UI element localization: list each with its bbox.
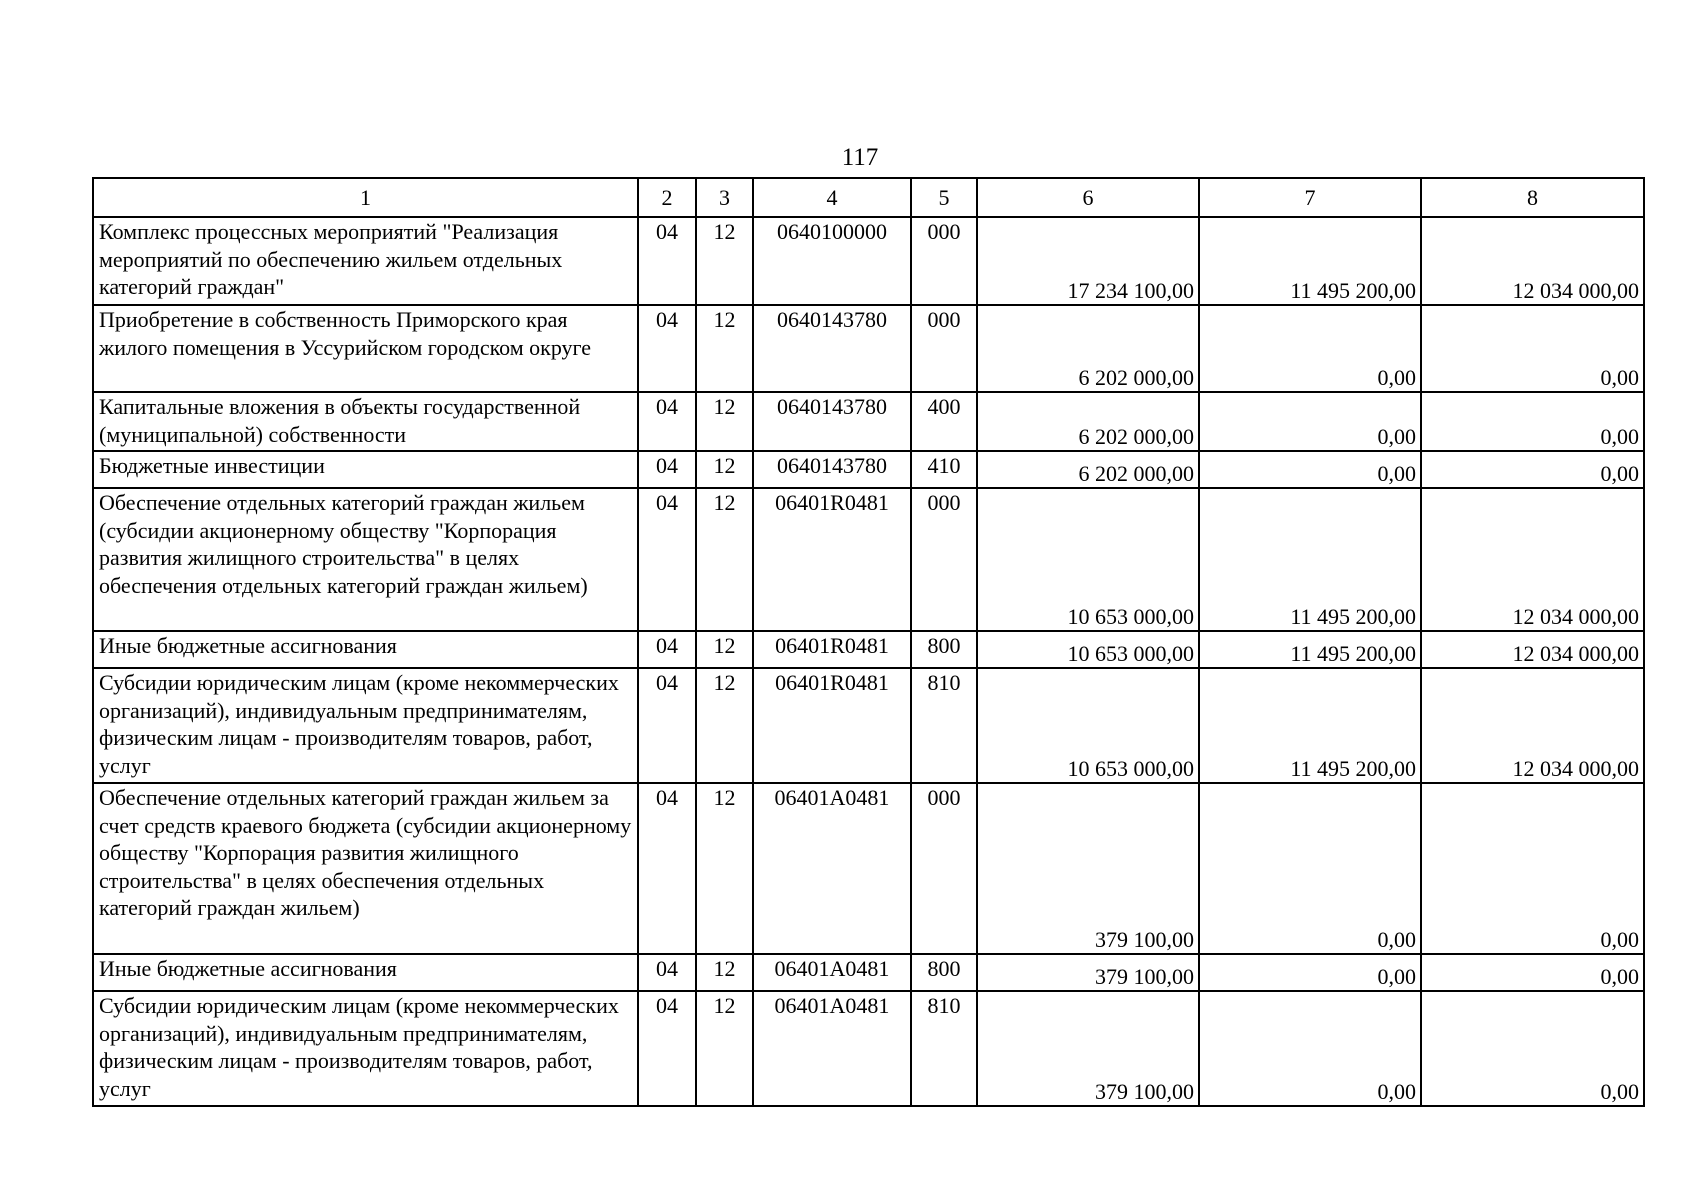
row-section-code: 04 xyxy=(638,451,696,488)
row-name: Иные бюджетные ассигнования xyxy=(93,954,638,991)
row-section-code: 04 xyxy=(638,783,696,954)
row-amount-col6: 10 653 000,00 xyxy=(977,488,1199,631)
row-amount-col6: 6 202 000,00 xyxy=(977,305,1199,392)
row-amount-col8: 12 034 000,00 xyxy=(1421,217,1644,305)
row-amount-col8: 12 034 000,00 xyxy=(1421,631,1644,668)
row-amount-col6: 6 202 000,00 xyxy=(977,392,1199,451)
row-amount-col8: 0,00 xyxy=(1421,305,1644,392)
row-amount-col8: 0,00 xyxy=(1421,783,1644,954)
row-amount-col7: 11 495 200,00 xyxy=(1199,631,1421,668)
table-row xyxy=(93,783,1644,954)
row-section-code: 04 xyxy=(638,392,696,451)
row-target-code: 0640143780 xyxy=(753,305,911,392)
row-subsection-code: 12 xyxy=(696,631,753,668)
row-expense-type-code: 000 xyxy=(911,488,977,631)
page-number: 117 xyxy=(841,144,879,171)
row-amount-col6: 379 100,00 xyxy=(977,991,1199,1106)
table-row xyxy=(93,668,1644,783)
row-subsection-code: 12 xyxy=(696,668,753,783)
row-amount-col6: 6 202 000,00 xyxy=(977,451,1199,488)
row-subsection-code: 12 xyxy=(696,783,753,954)
row-amount-col7: 0,00 xyxy=(1199,392,1421,451)
budget-table xyxy=(92,177,1645,1107)
row-target-code: 06401A0481 xyxy=(753,991,911,1106)
row-expense-type-code: 800 xyxy=(911,954,977,991)
row-amount-col7: 0,00 xyxy=(1199,783,1421,954)
row-subsection-code: 12 xyxy=(696,217,753,305)
row-amount-col7: 0,00 xyxy=(1199,451,1421,488)
row-target-code: 06401A0481 xyxy=(753,954,911,991)
table-row xyxy=(93,631,1644,668)
row-amount-col7: 0,00 xyxy=(1199,991,1421,1106)
column-header: 4 xyxy=(753,178,911,217)
row-target-code: 06401R0481 xyxy=(753,631,911,668)
row-expense-type-code: 000 xyxy=(911,217,977,305)
row-expense-type-code: 000 xyxy=(911,783,977,954)
row-amount-col8: 12 034 000,00 xyxy=(1421,668,1644,783)
row-name: Обеспечение отдельных категорий граждан жильем за счет средств краевого бюджета (субсидии акционерному обществу "Корпорация развития жилищного строительства" в целях обеспечения отдельных категорий граждан жильем) xyxy=(93,783,638,954)
column-header: 8 xyxy=(1421,178,1644,217)
table-row xyxy=(93,451,1644,488)
row-amount-col6: 10 653 000,00 xyxy=(977,668,1199,783)
row-name: Обеспечение отдельных категорий граждан жильем (субсидии акционерному обществу "Корпорация развития жилищного строительства" в целях обеспечения отдельных категорий граждан жильем) xyxy=(93,488,638,631)
row-name: Капитальные вложения в объекты государственной (муниципальной) собственности xyxy=(93,392,638,451)
row-amount-col7: 0,00 xyxy=(1199,305,1421,392)
row-amount-col6: 10 653 000,00 xyxy=(977,631,1199,668)
table-row xyxy=(93,488,1644,631)
row-expense-type-code: 400 xyxy=(911,392,977,451)
row-target-code: 06401A0481 xyxy=(753,783,911,954)
row-subsection-code: 12 xyxy=(696,488,753,631)
row-target-code: 0640143780 xyxy=(753,451,911,488)
row-amount-col8: 0,00 xyxy=(1421,451,1644,488)
row-section-code: 04 xyxy=(638,305,696,392)
column-header: 6 xyxy=(977,178,1199,217)
table-header-row xyxy=(93,178,1644,217)
table-row xyxy=(93,392,1644,451)
row-section-code: 04 xyxy=(638,217,696,305)
row-name: Иные бюджетные ассигнования xyxy=(93,631,638,668)
column-header: 5 xyxy=(911,178,977,217)
column-header: 7 xyxy=(1199,178,1421,217)
row-section-code: 04 xyxy=(638,991,696,1106)
row-target-code: 06401R0481 xyxy=(753,668,911,783)
column-header: 3 xyxy=(696,178,753,217)
row-amount-col6: 379 100,00 xyxy=(977,783,1199,954)
row-amount-col8: 0,00 xyxy=(1421,991,1644,1106)
table-row xyxy=(93,305,1644,392)
column-header: 2 xyxy=(638,178,696,217)
row-target-code: 0640143780 xyxy=(753,392,911,451)
row-name: Приобретение в собственность Приморского края жилого помещения в Уссурийском городском округе xyxy=(93,305,638,392)
row-name: Субсидии юридическим лицам (кроме некоммерческих организаций), индивидуальным предпринимателям, физическим лицам - производителям товаров, работ, услуг xyxy=(93,991,638,1106)
row-name: Комплекс процессных мероприятий "Реализация мероприятий по обеспечению жильем отдельных категорий граждан" xyxy=(93,217,638,305)
row-amount-col8: 12 034 000,00 xyxy=(1421,488,1644,631)
row-subsection-code: 12 xyxy=(696,392,753,451)
row-subsection-code: 12 xyxy=(696,451,753,488)
row-expense-type-code: 000 xyxy=(911,305,977,392)
row-name: Бюджетные инвестиции xyxy=(93,451,638,488)
row-subsection-code: 12 xyxy=(696,954,753,991)
row-name: Субсидии юридическим лицам (кроме некоммерческих организаций), индивидуальным предпринимателям, физическим лицам - производителям товаров, работ, услуг xyxy=(93,668,638,783)
row-amount-col7: 11 495 200,00 xyxy=(1199,668,1421,783)
row-expense-type-code: 810 xyxy=(911,668,977,783)
table-row xyxy=(93,217,1644,305)
row-subsection-code: 12 xyxy=(696,991,753,1106)
row-section-code: 04 xyxy=(638,631,696,668)
row-section-code: 04 xyxy=(638,488,696,631)
row-expense-type-code: 810 xyxy=(911,991,977,1106)
row-expense-type-code: 410 xyxy=(911,451,977,488)
row-amount-col7: 0,00 xyxy=(1199,954,1421,991)
row-amount-col8: 0,00 xyxy=(1421,392,1644,451)
row-subsection-code: 12 xyxy=(696,305,753,392)
row-target-code: 06401R0481 xyxy=(753,488,911,631)
row-expense-type-code: 800 xyxy=(911,631,977,668)
row-amount-col6: 379 100,00 xyxy=(977,954,1199,991)
table-row xyxy=(93,954,1644,991)
row-amount-col6: 17 234 100,00 xyxy=(977,217,1199,305)
row-amount-col7: 11 495 200,00 xyxy=(1199,217,1421,305)
row-amount-col8: 0,00 xyxy=(1421,954,1644,991)
table-row xyxy=(93,991,1644,1106)
column-header: 1 xyxy=(93,178,638,217)
row-target-code: 0640100000 xyxy=(753,217,911,305)
row-amount-col7: 11 495 200,00 xyxy=(1199,488,1421,631)
row-section-code: 04 xyxy=(638,668,696,783)
row-section-code: 04 xyxy=(638,954,696,991)
